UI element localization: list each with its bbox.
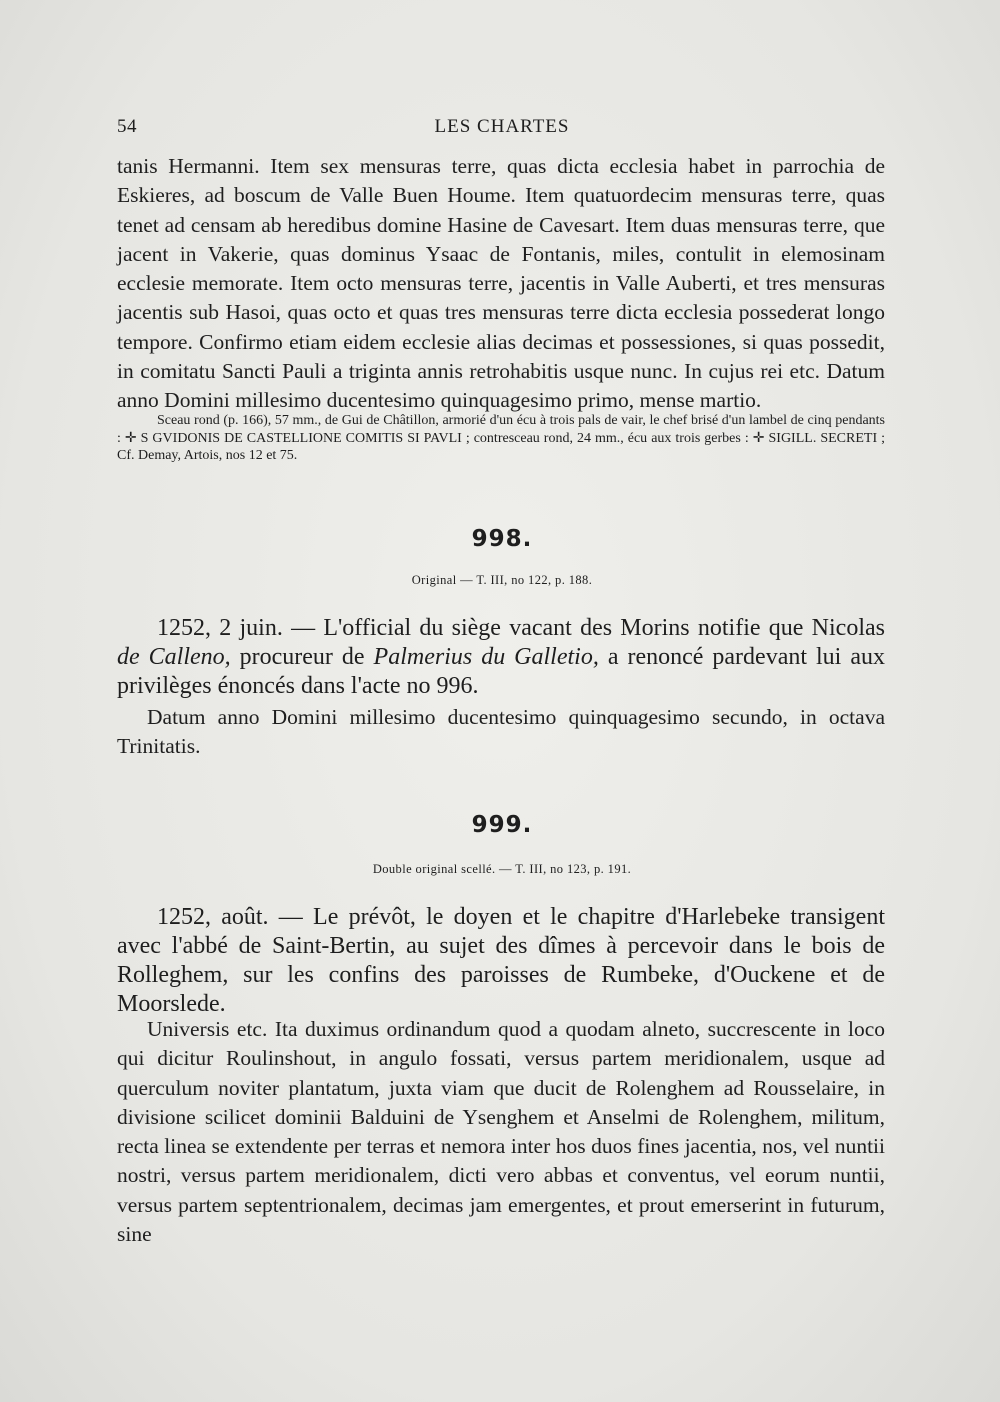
charter-999-summary-text: — Le prévôt, le doyen et le chapitre d'Harlebeke transigent avec l'abbé de Saint-Bertin, au sujet des dîmes à percevoir dans le bois de Rolleghem, sur les confins des paroisses de Rumbeke, d'Ouckene et de Moorslede. <box>117 904 885 1017</box>
seal-note-block <box>117 412 885 465</box>
charter-998-date: 1252, 2 juin. <box>157 615 283 641</box>
charter-999-text: Universis etc. Ita duximus ordinandum quod a quodam alneto, succrescente in loco qui dicitur Roulinshout, in angulo fossati, versus partem meridionalem, usque ad querculum noviter plantatum, juxta viam que ducit de Rolenghem ad Rousselaire, in divisione scilicet dominii Balduini de Ysenghem et Anselmi de Rolenghem, militum, recta linea se extendente per terras et nemora inter hos duos fines jacentia, nos, vel nuntii nostri, versus partem meridionalem, dicti vero abbas et conventus, vel eorum nuntii, versus partem septentrionalem, decimas jam emergentes, et prout emerserint in futurum, sine <box>117 1017 885 1247</box>
charter-998-summary-a: — L'official du siège vacant des Morins notifie que Nicolas <box>282 615 885 641</box>
charter-998-summary-block <box>117 614 885 701</box>
charter-998-text: Datum anno Domini millesimo ducentesimo quinquagesimo secundo, in octava Trinitatis. <box>117 705 885 759</box>
charter-998-person-1: de Calleno, <box>117 644 231 670</box>
charter-998-summary <box>117 614 885 701</box>
charter-999-summary <box>117 903 885 1019</box>
charter-999-text-block <box>117 1015 885 1249</box>
charter-999-summary-block <box>117 903 885 1019</box>
charter-number-999: 999. <box>471 812 533 838</box>
charter-998-person-2: Palmerius du Galletio, <box>373 644 599 670</box>
seal-note: Sceau rond (p. 166), 57 mm., de Gui de Châtillon, armorié d'un écu à trois pals de vair, le chef brisé d'un lambel de cinq pendants : ✛ S GVIDONIS DE CASTELLIONE COMITIS SI PAVLI ; contresceau rond, 24 mm., écu aux trois gerbes : ✛ SIGILL. SECRETI ; Cf. Demay, Artois, nos 12 et 75. <box>117 413 885 463</box>
running-head <box>117 116 887 142</box>
charter-998-summary-c: a renoncé pardevant lui aux privilèges énoncés dans l'acte no 996. <box>117 644 885 699</box>
charter-source-998: Original — T. III, no 122, p. 188. <box>411 573 593 587</box>
continuation-block <box>117 152 885 416</box>
charter-998-summary-b: procureur de <box>230 644 374 670</box>
continuation-paragraph: tanis Hermanni. Item sex mensuras terre, quas dicta ecclesia habet in parrochia de Eskieres, ad boscum de Valle Buen Houme. Item quatuordecim mensuras terre, quas tenet ad censam ab heredibus domine Hasine de Cavesart. Item duas mensuras terre, que jacent in Vakerie, quas dominus Ysaac de Fontanis, miles, contulit in elemosinam ecclesie memorate. Item octo mensuras terre, jacentis in Valle Auberti, et tres mensuras jacentis sub Hasoi, quas octo et quas tres mensuras terre dicta ecclesia possederat longo tempore. Confirmo etiam eidem ecclesie alias decimas et possessiones, si quas possedit, in comitatu Sancti Pauli a triginta annis retrohabitis usque nunc. In cujus rei etc. Datum anno Domini millesimo ducentesimo quinquagesimo primo, mense martio. <box>117 154 885 413</box>
charter-998-text-block <box>117 703 885 762</box>
page-header-title: LES CHARTES <box>434 116 570 137</box>
charter-source-999: Double original scellé. — T. III, no 123, p. 191. <box>372 862 632 876</box>
charter-999-date: 1252, août. <box>157 904 269 930</box>
page-number: 54 <box>117 116 137 137</box>
charter-number-998: 998. <box>471 526 533 552</box>
